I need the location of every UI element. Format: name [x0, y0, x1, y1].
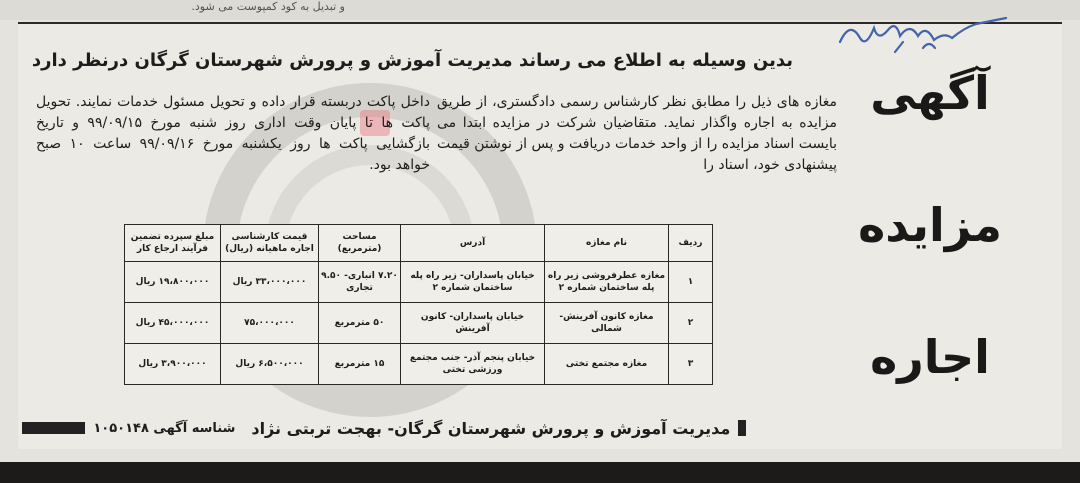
- table-cell: خیابان پنجم آذر- جنب مجتمع ورزشی تختی: [401, 344, 545, 385]
- table-cell: خیابان پاسداران- زیر راه پله ساختمان شماره ۲: [401, 262, 545, 303]
- body-paragraph-1: مغازه های ذیل را مطابق نظر کارشناس رسمی دادگستری، از طریق مزایده به اجاره واگذار نماید. متقاضیان شرکت در مزایده ابتدا می بایست اسناد مزایده را از واحد خدمات دریافت و پس از نوشتن قیمت پیشنهادی خود، اسناد را: [437, 94, 837, 173]
- table-cell: ۳: [669, 344, 713, 385]
- table-cell: مغازه مجتمع تختی: [545, 344, 669, 385]
- col-header-shop-name: نام مغازه: [545, 225, 669, 262]
- table-cell: ۶،۵۰۰،۰۰۰ ریال: [221, 344, 319, 385]
- footer-issuer: مدیریت آموزش و پرورش شهرستان گرگان- بهجت تربتی نژاد: [251, 418, 731, 438]
- table-cell: ۳،۹۰۰،۰۰۰ ریال: [125, 344, 221, 385]
- footer-marker: [738, 420, 746, 436]
- ad-title-line-3: اجاره: [870, 330, 990, 384]
- table-cell: ۱۹،۸۰۰،۰۰۰ ریال: [125, 262, 221, 303]
- col-header-row-number: ردیف: [669, 225, 713, 262]
- shops-table: [124, 224, 713, 385]
- table-row: [125, 262, 713, 303]
- col-header-monthly-rent: قیمت کارشناسی اجاره ماهیانه (ریال): [221, 225, 319, 262]
- table-cell: ۱: [669, 262, 713, 303]
- ad-header: بدین وسیله به اطلاع می رساند مدیریت آموزش و پرورش شهرستان گرگان درنظر دارد: [31, 50, 793, 71]
- table-cell: ۳۳،۰۰۰،۰۰۰ ریال: [221, 262, 319, 303]
- table-cell: مغازه کانون آفرینش- شمالی: [545, 303, 669, 344]
- table-cell: مغازه عطرفروشی زیر راه پله ساختمان شماره ۲: [545, 262, 669, 303]
- table-row: [125, 344, 713, 385]
- col-header-address: آدرس: [401, 225, 545, 262]
- table-cell: ۷.۲۰ انباری- ۹.۵۰ تجاری: [319, 262, 401, 303]
- table-cell: ۵۰ مترمربع: [319, 303, 401, 344]
- ad-title-line-1: آگهی: [870, 66, 990, 120]
- footer-ad-id: شناسه آگهی ۱۰۵۰۱۴۸: [93, 420, 236, 436]
- footer-rule-end: [22, 422, 85, 434]
- body-paragraph-2: داخل پاکت دربسته قرار داده و تحویل مسئول خدمات نمایند. تحویل پاکت ها تا پایان وقت اداری روز شنبه مورخ ۹۹/۰۹/۱۵ و تاریخ بازگشایی پاکت ها روز یکشنبه مورخ ۹۹/۰۹/۱۶ ساعت ۱۰ صبح خواهد بود.: [36, 94, 430, 173]
- table-row: [125, 303, 713, 344]
- page-bottom-band: [0, 462, 1080, 483]
- ad-title: [845, 66, 1015, 384]
- ad-footer: [22, 416, 746, 440]
- col-header-area: مساحت (مترمربع): [319, 225, 401, 262]
- table-cell: ۱۵ مترمربع: [319, 344, 401, 385]
- table-header-row: [125, 225, 713, 262]
- ad-title-line-2: مزایده: [858, 198, 1002, 252]
- table-cell: ۴۵،۰۰۰،۰۰۰ ریال: [125, 303, 221, 344]
- table-cell: ۲: [669, 303, 713, 344]
- handwritten-note: [835, 12, 1015, 56]
- previous-article-fragment: و تبدیل به کود کمپوست می شود.: [191, 0, 345, 13]
- table-cell: ۷۵،۰۰۰،۰۰۰: [221, 303, 319, 344]
- table-cell: خیابان پاسداران- کانون آفرینش: [401, 303, 545, 344]
- col-header-deposit: مبلغ سپرده تضمین فرآیند ارجاع کار: [125, 225, 221, 262]
